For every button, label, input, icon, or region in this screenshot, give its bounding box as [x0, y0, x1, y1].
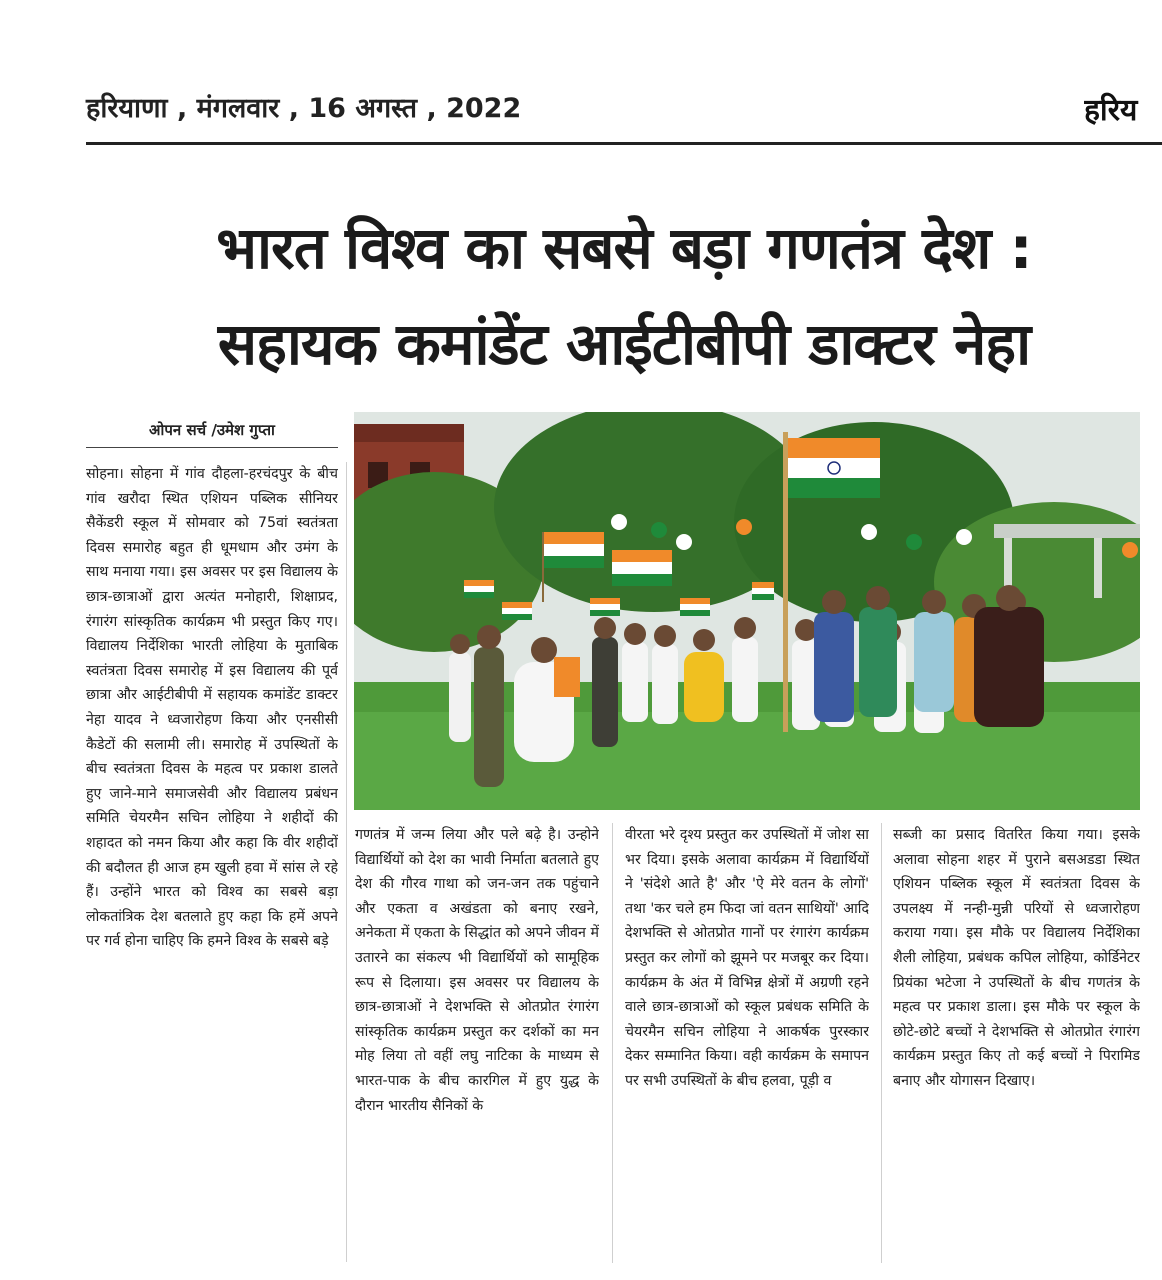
handheld-flag	[752, 582, 774, 600]
column-rule	[612, 823, 613, 1263]
article-column-2: गणतंत्र में जन्म लिया और पले बढ़े है। उन्होने विद्यार्थियों को देश का भावी निर्माता बतलाते हुए देश की गौरव गाथा को जन-जन तक पहुंचाने और एकता व अखंडता को बनाए रखने, अनेकता में एकता के सिद्धांत को अपने जीवन में उतारने का संकल्प भी विद्यार्थियों को सामूहिक रूप से दिलाया। इस अवसर पर विद्यालय के छात्र-छात्राओं ने देशभक्ति से ओतप्रोत रंगारंग सांस्कृतिक कार्यक्रम प्रस्तुत कर दर्शकों का मन मोह लिया तो वहीं लघु नाटिका के माध्यम से भारत-पाक के बीच कारगिल में हुए युद्ध के दौरान भारतीय सैनिकों के	[355, 827, 599, 1114]
handheld-flag	[680, 598, 710, 616]
newspaper-masthead: हरिय	[1084, 93, 1138, 128]
handheld-flag	[502, 602, 532, 620]
headline	[86, 200, 1162, 392]
headline-line-2: सहायक कमांडेंट आईटीबीपी डाक्टर नेहा	[217, 310, 1031, 378]
photo-illustration	[354, 412, 1140, 810]
header-rule	[86, 142, 1162, 145]
article-photo	[354, 412, 1140, 810]
handheld-flag	[464, 580, 494, 598]
article-column-3: वीरता भरे दृश्य प्रस्तुत कर उपस्थितों में जोश सा भर दिया। इसके अलावा कार्यक्रम में विद्यार्थियों ने 'संदेशे आते है' और 'ऐ मेरे वतन के लोगों' तथा 'कर चले हम फिदा जां वतन साथियों' आदि देशभक्ति से ओतप्रोत गानों पर रंगारंग कार्यक्रम प्रस्तुत कर लोगों को झूमने पर मजबूर कर दिया। कार्यक्रम के अंत में विभिन्न क्षेत्रों में अग्रणी रहने वाले छात्र-छात्राओं को स्कूल प्रबंधक समिति के चेयरमैन सचिन लोहिया ने आकर्षक पुरस्कार देकर सम्मानित किया। वही कार्यक्रम के समापन पर सभी उपस्थितों के बीच हलवा, पूड़ी व	[625, 827, 869, 1089]
dateline-bar	[86, 80, 1162, 134]
headline-line-1: भारत विश्व का सबसे बड़ा गणतंत्र देश :	[216, 214, 1032, 282]
article-column-4: सब्जी का प्रसाद वितरित किया गया। इसके अलावा सोहना शहर में पुराने बसअडडा स्थित एशियन पब्लिक स्कूल में स्वतंत्रता दिवस के उपलक्ष्य में नन्ही-मुन्नी परियों से ध्वजारोहण कराया गया। इस मौके पर विद्यालय निर्देशिका शैली लोहिया, प्रबंधक कपिल लोहिया, कोर्डिनेटर प्रियंका भटेजा ने उपस्थितों के बीच गणतंत्र के महत्व पर प्रकाश डाला। इस मौके पर स्कूल के छोटे-छोटे बच्चों ने देशभक्ति से ओतप्रोत रंगारंग कार्यक्रम प्रस्तुत किए तो कई बच्चों ने पिरामिड बनाए और योगासन दिखाए।	[893, 827, 1140, 1089]
flag-pole	[783, 432, 788, 732]
national-flag	[788, 438, 880, 498]
column-rule	[346, 462, 347, 1262]
column-rule	[881, 823, 882, 1263]
pavilion-roof	[994, 524, 1140, 538]
byline-rule	[86, 447, 338, 448]
byline: ओपन सर्च /उमेश गुप्ता	[149, 421, 275, 439]
article-column-1: सोहना। सोहना में गांव दौहला-हरचंदपुर के बीच गांव खरौदा स्थित एशियन पब्लिक सीनियर सैकेंडरी स्कूल में सोमवार को 75वां स्वतंत्रता दिवस समारोह बहुत ही धूमधाम और उमंग के साथ मनाया गया। इस अवसर पर इस विद्यालय के छात्र-छात्राओं द्वारा अत्यंत मनोहारी, शिक्षाप्रद, रंगारंग सांस्कृतिक कार्यक्रम भी प्रस्तुत किए गए। विद्यालय निर्देशिका भारती लोहिया के मुताबिक स्वतंत्रता दिवस समारोह में इस विद्यालय की पूर्व छात्रा और आईटीबीपी में सहायक कमांडेंट डाक्टर नेहा यादव ने ध्वजारोहण किया और एनसीसी कैडेटों की सलामी ली। समारोह में उपस्थितों के बीच स्वतंत्रता दिवस के महत्व पर प्रकाश डालते हुए जाने-माने समाजसेवी और विद्यालय प्रबंधन समिति चेयरमैन सचिन लोहिया ने शहीदों की शहादत को नमन किया और कहा कि वीर शहीदों की बदौलत ही आज हम खुली हवा में सांस ले रहे हैं। उन्होंने भारत को विश्व का सबसे बड़ा लोकतांत्रिक देश बतलाते हुए कहा कि हमें अपने पर गर्व होना चाहिए कि हमने विश्व के सबसे बड़े	[86, 466, 338, 950]
issue-date: हरियाणा , मंगलवार , 16 अगस्त , 2022	[86, 93, 522, 124]
handheld-flag	[590, 598, 620, 616]
handheld-flag	[612, 550, 672, 586]
